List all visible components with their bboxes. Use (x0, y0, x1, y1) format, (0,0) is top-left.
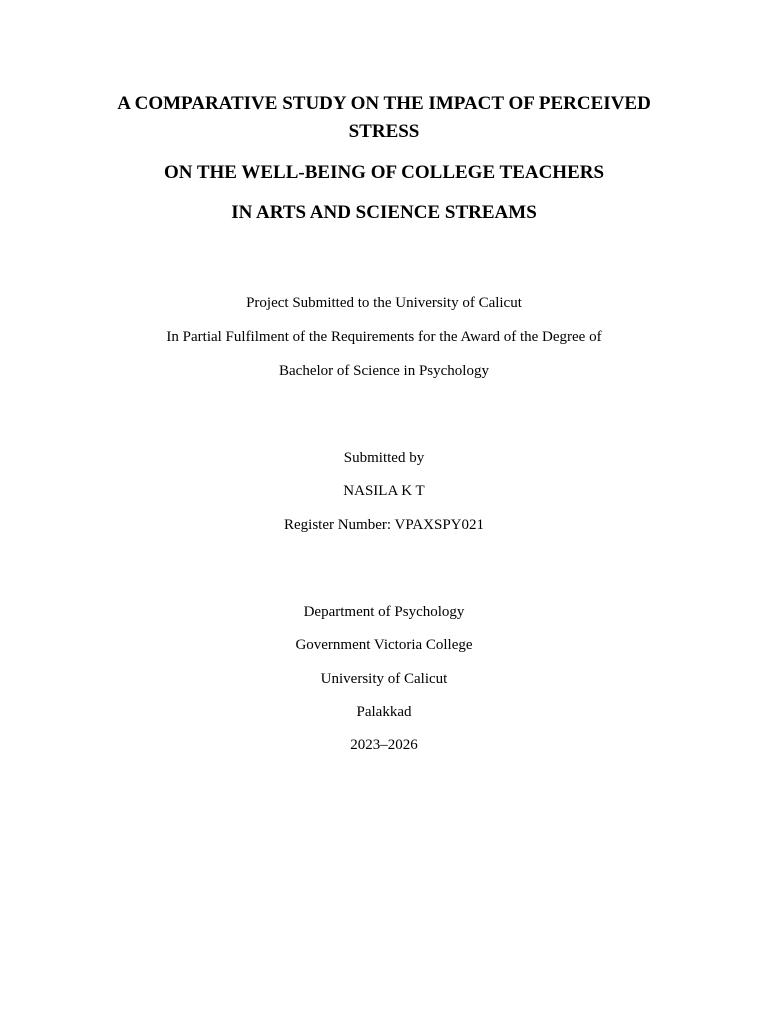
degree-name: Bachelor of Science in Psychology (279, 363, 489, 379)
register-number: Register Number: VPAXSPY021 (283, 517, 485, 533)
fulfilment-statement: In Partial Fulfilment of the Requirements for the Award of the Degree of (166, 329, 602, 345)
college-name: Government Victoria College (295, 637, 473, 653)
title-line-3: IN ARTS AND SCIENCE STREAMS (231, 202, 537, 223)
department-name: Department of Psychology (303, 604, 465, 620)
title-line-1: A COMPARATIVE STUDY ON THE IMPACT OF PERCEIVED STRESS (117, 93, 651, 142)
submission-statement: Project Submitted to the University of Calicut (246, 295, 522, 311)
academic-years: 2023–2026 (350, 737, 418, 753)
author-name: NASILA K T (343, 483, 425, 499)
submitted-by-label: Submitted by (343, 450, 425, 466)
location: Palakkad (356, 704, 412, 720)
university-name: University of Calicut (320, 671, 448, 687)
title-line-2: ON THE WELL-BEING OF COLLEGE TEACHERS (163, 162, 605, 183)
